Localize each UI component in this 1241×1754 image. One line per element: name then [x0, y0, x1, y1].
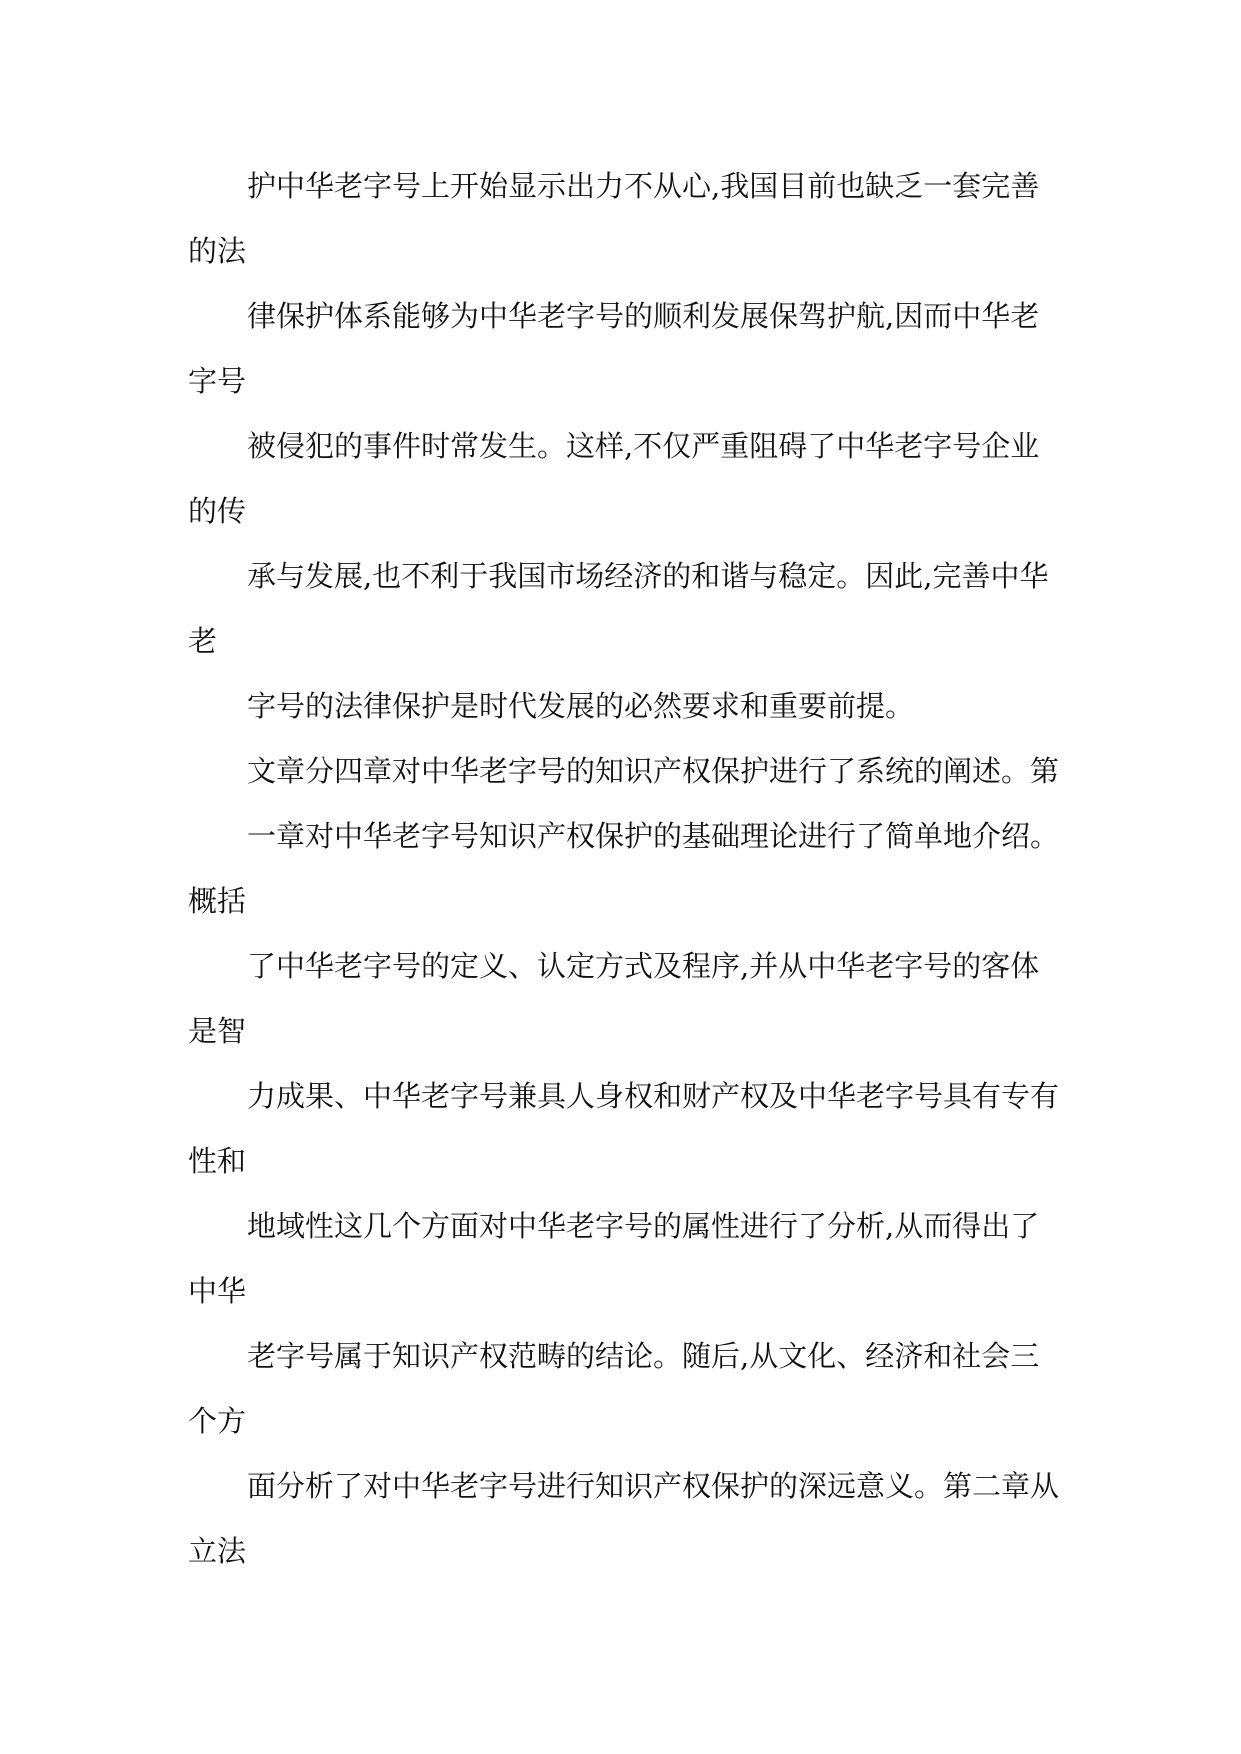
text-line: 面分析了对中华老字号进行知识产权保护的深远意义。第二章从 — [247, 1469, 1060, 1503]
text-line: 被侵犯的事件时常发生。这样,不仅严重阻碍了中华老字号企业 — [247, 429, 1040, 463]
text-line: 护中华老字号上开始显示出力不从心,我国目前也缺乏一套完善 — [247, 169, 1040, 203]
text-line: 承与发展,也不利于我国市场经济的和谐与稳定。因此,完善中华 — [247, 559, 1049, 593]
text-line: 立法 — [188, 1534, 247, 1568]
text-line: 性和 — [188, 1144, 247, 1178]
text-line: 的法 — [188, 234, 247, 268]
text-line: 律保护体系能够为中华老字号的顺利发展保驾护航,因而中华老 — [247, 299, 1040, 333]
text-line: 中华 — [188, 1274, 247, 1308]
text-line: 字号的法律保护是时代发展的必然要求和重要前提。 — [247, 689, 915, 723]
text-line: 是智 — [188, 1014, 247, 1048]
document-body — [188, 154, 1058, 1584]
text-line: 个方 — [188, 1404, 247, 1438]
text-line: 文章分四章对中华老字号的知识产权保护进行了系统的阐述。第 — [247, 754, 1060, 788]
text-line: 字号 — [188, 364, 247, 398]
text-line: 了中华老字号的定义、认定方式及程序,并从中华老字号的客体 — [247, 949, 1040, 983]
text-line: 老字号属于知识产权范畴的结论。随后,从文化、经济和社会三 — [247, 1339, 1040, 1373]
text-line: 老 — [188, 624, 218, 658]
text-line: 一章对中华老字号知识产权保护的基础理论进行了简单地介绍。 — [247, 819, 1060, 853]
text-line: 概括 — [188, 884, 247, 918]
text-line: 的传 — [188, 494, 247, 528]
text-line: 力成果、中华老字号兼具人身权和财产权及中华老字号具有专有 — [247, 1079, 1060, 1113]
text-line: 地域性这几个方面对中华老字号的属性进行了分析,从而得出了 — [247, 1209, 1040, 1243]
